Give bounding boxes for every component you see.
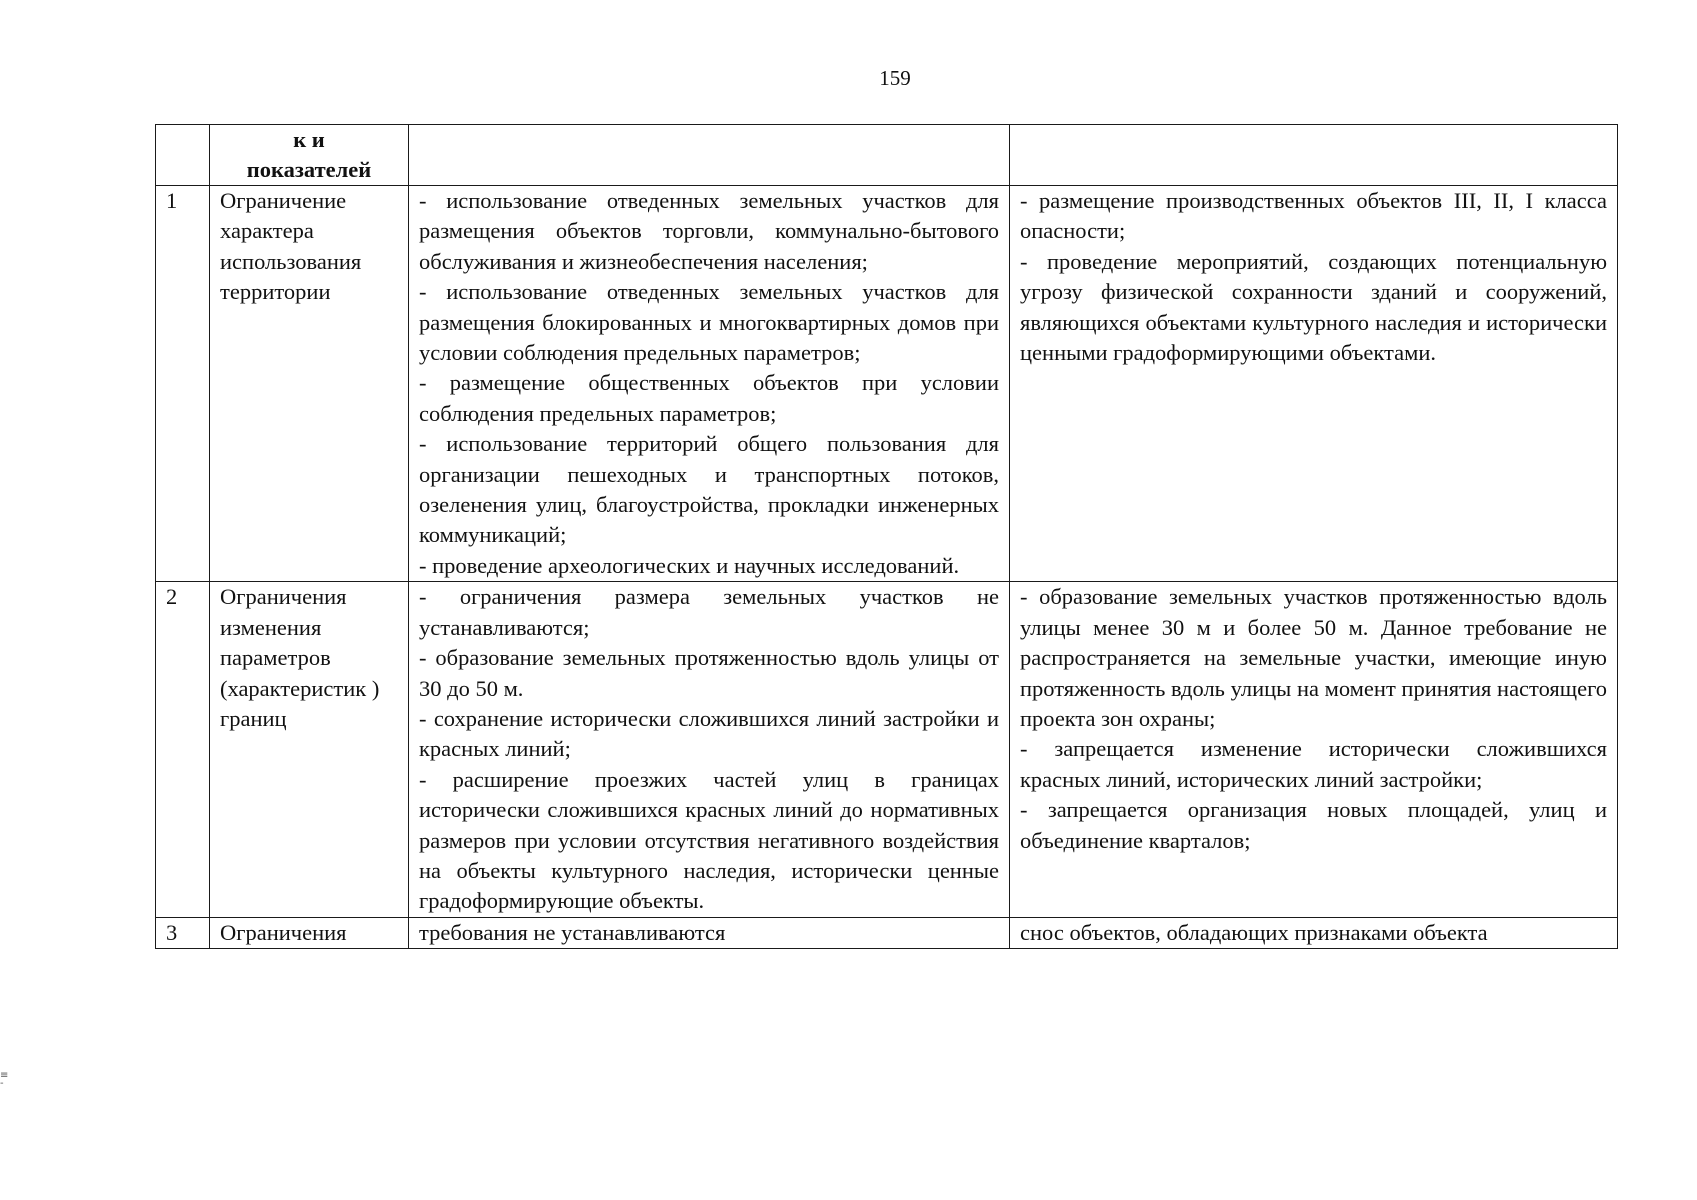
allowed-item: - использование территорий общего пользования для организации пешеходных и транспортных потоков, озеленения улиц, благоустройства, прокладки инженерных коммуникаций; <box>419 431 999 548</box>
allowed-item: - проведение археологических и научных исследований. <box>419 552 960 578</box>
row-number: 1 <box>156 186 210 582</box>
prohibited-item: - размещение производственных объектов III, II, I класса опасности; <box>1020 188 1607 244</box>
header-prohibited-cell <box>1010 125 1618 186</box>
table-header-row <box>156 125 1618 186</box>
row-allowed-cell <box>409 186 1010 582</box>
row-name: Ограничения изменения параметров (характеристик ) границ <box>210 582 409 917</box>
allowed-item: - сохранение исторически сложившихся линий застройки и красных линий; <box>419 705 999 762</box>
row-number: 3 <box>156 917 210 948</box>
header-line: показателей <box>246 157 372 182</box>
margin-scan-marks: ≡ - <box>0 1070 9 1089</box>
row-allowed-cell <box>409 917 1010 948</box>
prohibited-item: - запрещается организация новых площадей, улиц и объединение кварталов; <box>1020 797 1607 853</box>
allowed-item: - расширение проезжих частей улиц в границах исторически сложившихся красных линий до нормативных размеров при условии отсутствия негативного воздействия на объекты культурного наследия, исторически ценные градоформирующие объекты. <box>419 766 999 914</box>
row-number: 2 <box>156 582 210 917</box>
header-line: к и <box>293 127 325 152</box>
header-allowed-cell <box>409 125 1010 186</box>
allowed-item: - использование отведенных земельных участков для размещения блокированных и многоквартирных домов при условии соблюдения предельных параметров; <box>419 279 999 366</box>
page-number: 159 <box>879 66 911 90</box>
row-name: Ограничение характера использования территории <box>210 186 409 582</box>
row-prohibited-cell <box>1010 917 1618 948</box>
allowed-item: требования не устанавливаются <box>419 919 726 945</box>
row-allowed-cell <box>409 582 1010 917</box>
restrictions-table <box>155 124 1618 949</box>
table-row <box>156 917 1618 948</box>
header-name-cell <box>210 125 409 186</box>
prohibited-item: снос объектов, обладающих признаками объекта <box>1020 919 1488 945</box>
prohibited-item: - проведение мероприятий, создающих потенциальную угрозу физической сохранности зданий и сооружений, являющихся объектами культурного наследия и исторически ценными градоформирующими объектами. <box>1020 248 1607 366</box>
header-num-cell <box>156 125 210 186</box>
table-row <box>156 186 1618 582</box>
allowed-item: - образование земельных протяженностью вдоль улицы от 30 до 50 м. <box>419 645 999 701</box>
prohibited-item: - запрещается изменение исторически сложившихся красных линий, исторических линий застройки; <box>1020 736 1607 792</box>
row-prohibited-cell <box>1010 186 1618 582</box>
allowed-item: - размещение общественных объектов при условии соблюдения предельных параметров; <box>419 370 999 426</box>
prohibited-item: - образование земельных участков протяженностью вдоль улицы менее 30 м и более 50 м. Данное требование не распространяется на земельные участки, имеющие иную протяженность вдоль улицы на момент принятия настоящего проекта зон охраны; <box>1020 584 1607 731</box>
allowed-item: - использование отведенных земельных участков для размещения объектов торговли, коммунально-бытового обслуживания и жизнеобеспечения населения; <box>419 188 999 274</box>
row-prohibited-cell <box>1010 582 1618 917</box>
row-name: Ограничения <box>210 917 409 948</box>
table-row <box>156 582 1618 917</box>
allowed-item: - ограничения размера земельных участков не устанавливаются; <box>419 584 999 640</box>
